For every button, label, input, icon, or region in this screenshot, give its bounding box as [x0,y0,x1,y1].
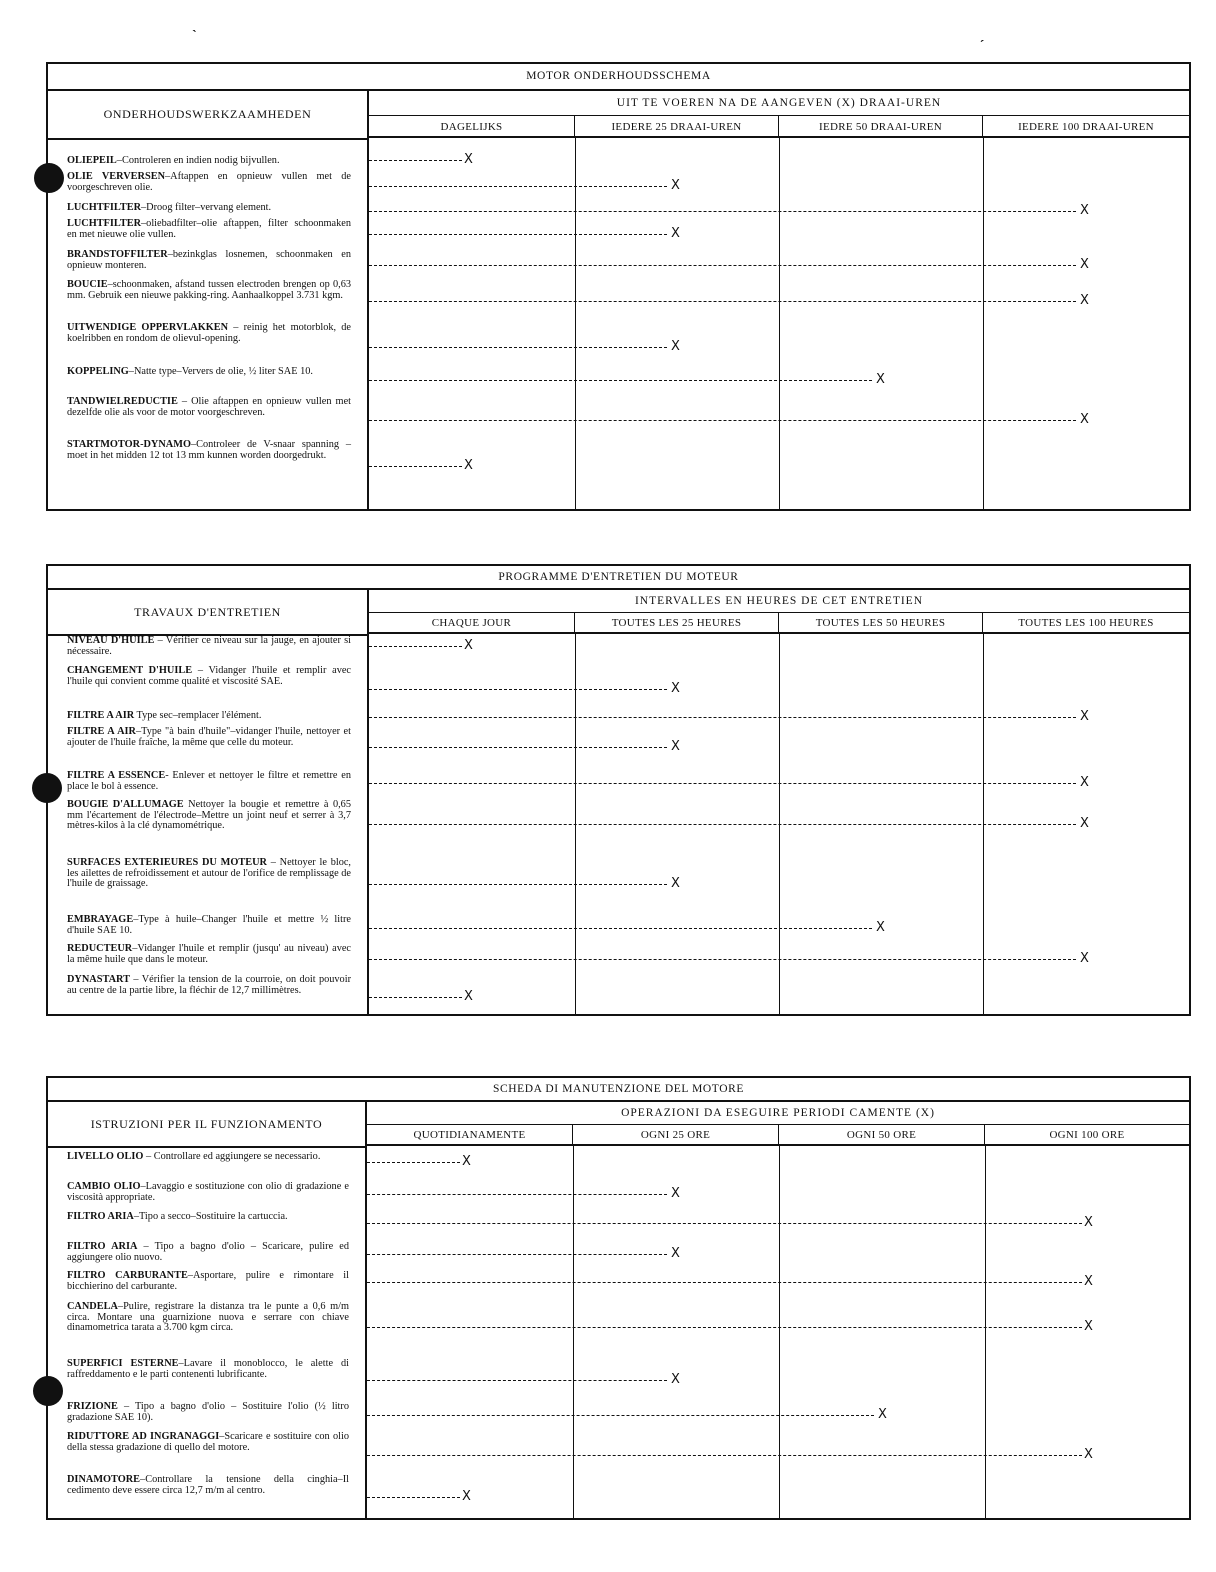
interval-leader [367,1282,1082,1283]
interval-leader [369,420,1076,421]
schedule-dutch [46,62,1191,511]
task-item: BOUCIE–schoonmaken, afstand tussen electroden brengen op 0,63 mm. Gebruik een nieuwe pakking-ring. Aanhaalkoppel 3.731 kgm. [67,279,351,301]
column-divider [983,138,984,509]
interval-mark: X [671,1372,680,1387]
operations-header: INTERVALLES EN HEURES DE CET ENTRETIEN [369,590,1189,613]
schedule-title: SCHEDA DI MANUTENZIONE DEL MOTORE [48,1078,1189,1102]
task-item: FILTRE A AIR–Type "à bain d'huile"–vidanger l'huile, nettoyer et ajouter de l'huile fraîche, la même que celle du moteur. [67,726,351,748]
tasks-header: ONDERHOUDSWERKZAAMHEDEN [48,91,367,140]
interval-leader [369,301,1076,302]
task-item: SUPERFICI ESTERNE–Lavare il monoblocco, le alette di raffreddamento e le parti contenenti lubrificante. [67,1358,349,1380]
interval-mark: X [671,178,680,193]
interval-leader [369,234,667,235]
interval-mark: X [464,989,473,1004]
interval-mark: X [671,339,680,354]
task-item: RIDUTTORE AD INGRANAGGI–Scaricare e sostituire con olio della stessa gradazione di quello del motore. [67,1431,349,1453]
scan-speck: ˏ [980,28,985,43]
task-item: FILTRE A ESSENCE- Enlever et nettoyer le filtre et remettre en place le bol à essence. [67,770,351,792]
schedule-title: PROGRAMME D'ENTRETIEN DU MOTEUR [48,566,1189,590]
task-item: DINAMOTORE–Controllare la tensione della cinghia–Il cedimento deve essere circa 12,7 m/m al centro. [67,1474,349,1496]
tasks-header: TRAVAUX D'ENTRETIEN [48,590,367,636]
interval-column-header: IEDERE 100 DRAAI-UREN [983,116,1189,138]
schedule-italian [46,1076,1191,1520]
schedule-french [46,564,1191,1016]
interval-mark: X [878,1407,887,1422]
task-item: DYNASTART – Vérifier la tension de la courroie, on doit pouvoir au centre de la partie libre, la fléchir de 12,7 millimètres. [67,974,351,996]
interval-leader [369,347,667,348]
schedule-title: MOTOR ONDERHOUDSSCHEMA [48,64,1189,91]
task-item: FILTRE A AIR Type sec–remplacer l'élément. [67,710,262,721]
interval-mark: X [464,458,473,473]
interval-mark: X [1080,412,1089,427]
interval-mark: X [876,372,885,387]
interval-leader [369,747,667,748]
interval-leader [369,689,667,690]
interval-leader [369,717,1076,718]
interval-mark: X [671,876,680,891]
interval-mark: X [1080,203,1089,218]
task-item: NIVEAU D'HUILE – Vérifier ce niveau sur la jauge, en ajouter si nécessaire. [67,635,351,657]
interval-leader [369,160,462,161]
task-item: LUCHTFILTER–Droog filter–vervang element. [67,202,272,213]
interval-leader [367,1162,460,1163]
interval-mark: X [462,1489,471,1504]
interval-leader [369,928,872,929]
operations-header: OPERAZIONI DA ESEGUIRE PERIODI CAMENTE (X) [367,1102,1189,1125]
task-item: KOPPELING–Natte type–Ververs de olie, ½ liter SAE 10. [67,366,313,377]
interval-column-header: OGNI 100 ORE [985,1125,1189,1146]
interval-leader [367,1380,667,1381]
task-item: UITWENDIGE OPPERVLAKKEN – reinig het motorblok, de koelribben en rondom de olievul-opening. [67,322,351,344]
column-divider [575,138,576,509]
interval-column-header: OGNI 25 ORE [573,1125,779,1146]
interval-mark: X [462,1154,471,1169]
interval-mark: X [1080,775,1089,790]
interval-mark: X [1084,1319,1093,1334]
task-item: BRANDSTOFFILTER–bezinkglas losnemen, schoonmaken en opnieuw monteren. [67,249,351,271]
task-item: SURFACES EXTERIEURES DU MOTEUR – Nettoyer le bloc, les ailettes de refroidissement et autour de l'orifice de remplissage de l'huile de graissage. [67,857,352,890]
interval-mark: X [1080,709,1089,724]
interval-leader [369,783,1076,784]
interval-leader [369,380,872,381]
interval-leader [369,466,462,467]
interval-column-header: IEDRE 50 DRAAI-UREN [779,116,983,138]
interval-leader [367,1415,874,1416]
task-item: OLIEPEIL–Controleren en indien nodig bijvullen. [67,155,280,166]
column-divider [985,1146,986,1518]
interval-leader [369,884,667,885]
interval-leader [367,1327,1082,1328]
column-divider [779,138,780,509]
task-item: CANDELA–Pulire, registrare la distanza tra le punte a 0,6 m/m circa. Montare una guarnizione nuova e serrare con chiave dinamometrica tarata a 3.700 kgm circa. [67,1301,349,1334]
task-item: LUCHTFILTER–oliebadfilter–olie aftappen, filter schoonmaken en met nieuwe olie vullen. [67,218,351,240]
interval-mark: X [876,920,885,935]
task-item: FRIZIONE – Tipo a bagno d'olio – Sostituire l'olio (½ litro gradazione SAE 10). [67,1401,349,1423]
interval-leader [369,186,667,187]
interval-column-header: TOUTES LES 25 HEURES [575,613,779,634]
interval-mark: X [1084,1215,1093,1230]
task-item: OLIE VERVERSEN–Aftappen en opnieuw vullen met de voorgeschreven olie. [67,171,351,193]
interval-mark: X [671,681,680,696]
task-item: FILTRO ARIA–Tipo a secco–Sostituire la cartuccia. [67,1211,288,1222]
task-item: FILTRO CARBURANTE–Asportare, pulire e rimontare il bicchierino del carburante. [67,1270,349,1292]
column-divider [573,1146,574,1518]
interval-leader [369,646,462,647]
task-item: CAMBIO OLIO–Lavaggio e sostituzione con olio di gradazione e viscosità appropriate. [67,1181,349,1203]
tasks-header: ISTRUZIONI PER IL FUNZIONAMENTO [48,1102,365,1148]
interval-mark: X [1084,1447,1093,1462]
interval-mark: X [1080,257,1089,272]
task-item: CHANGEMENT D'HUILE – Vidanger l'huile et remplir avec l'huile qui convient comme qualité et viscosité SAE. [67,665,351,687]
interval-mark: X [1080,293,1089,308]
interval-column-header: TOUTES LES 100 HEURES [983,613,1189,634]
interval-mark: X [1080,951,1089,966]
interval-leader [369,211,1076,212]
interval-column-header: DAGELIJKS [369,116,575,138]
interval-leader [369,824,1076,825]
interval-column-header: QUOTIDIANAMENTE [367,1125,573,1146]
task-item: EMBRAYAGE–Type à huile–Changer l'huile et mettre ½ litre d'huile SAE 10. [67,914,351,936]
interval-mark: X [1080,816,1089,831]
scan-speck: ˎ [192,18,197,33]
interval-column-header: CHAQUE JOUR [369,613,575,634]
interval-column-header: TOUTES LES 50 HEURES [779,613,983,634]
interval-leader [367,1254,667,1255]
interval-leader [367,1497,460,1498]
operations-header: UIT TE VOEREN NA DE AANGEVEN (X) DRAAI-UREN [369,91,1189,116]
interval-column-header: IEDERE 25 DRAAI-UREN [575,116,779,138]
task-item: BOUGIE D'ALLUMAGE Nettoyer la bougie et remettre à 0,65 mm l'écartement de l'électrode–Mettre un joint neuf et serrer à 3,7 mètres-kilos à la clé dynamométrique. [67,799,351,832]
task-item: REDUCTEUR–Vidanger l'huile et remplir (jusqu' au niveau) avec la même huile que dans le moteur. [67,943,351,965]
interval-leader [367,1194,667,1195]
interval-mark: X [1084,1274,1093,1289]
interval-mark: X [671,1246,680,1261]
task-item: STARTMOTOR-DYNAMO–Controleer de V-snaar spanning – moet in het midden 12 tot 13 mm kunnen worden doorgedrukt. [67,439,351,461]
interval-mark: X [671,226,680,241]
interval-leader [369,959,1076,960]
interval-mark: X [464,152,473,167]
task-item: TANDWIELREDUCTIE – Olie aftappen en opnieuw vullen met dezelfde olie als voor de motor voorgeschreven. [67,396,351,418]
interval-leader [367,1223,1082,1224]
task-item: LIVELLO OLIO – Controllare ed aggiungere se necessario. [67,1151,321,1162]
interval-leader [367,1455,1082,1456]
interval-leader [369,997,462,998]
interval-column-header: OGNI 50 ORE [779,1125,985,1146]
interval-mark: X [464,638,473,653]
interval-mark: X [671,739,680,754]
task-item: FILTRO ARIA – Tipo a bagno d'olio – Scaricare, pulire ed aggiungere olio nuovo. [67,1241,349,1263]
interval-leader [369,265,1076,266]
column-divider [779,1146,780,1518]
interval-mark: X [671,1186,680,1201]
